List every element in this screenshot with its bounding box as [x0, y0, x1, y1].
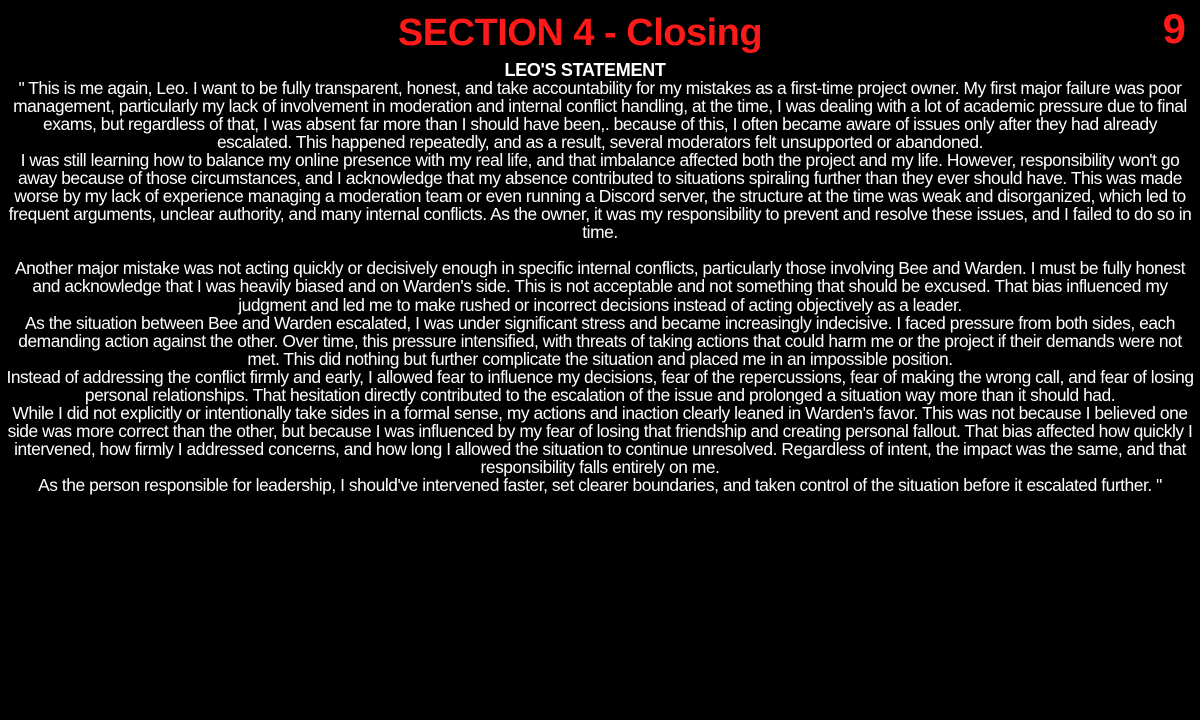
page-number: 9 [1162, 5, 1186, 52]
section-title: SECTION 4 - Closing [397, 12, 763, 54]
statement-body [4, 79, 1196, 494]
paragraph-spacer [4, 241, 1196, 259]
statement-heading: LEO'S STATEMENT [504, 60, 666, 80]
statement-paragraph-2: I was still learning how to balance my online presence with my real life, and that imbalance affected both the project and my life. However, responsibility won't go away because of those circumstances, and I acknowledge that my absence contributed to situations spiraling further than they ever should have. This was made worse by my lack of experience managing a moderation team or even running a Discord server, the structure at the time was weak and disorganized, which led to frequent arguments, unclear authority, and many internal conflicts. As the owner, it was my responsibility to prevent and resolve these issues, and I failed to do so in time. [8, 150, 1192, 243]
statement-paragraph-1: " This is me again, Leo. I want to be fully transparent, honest, and take accountability for my mistakes as a first-time project owner. My first major failure was poor management, particularly my lack of involvement in moderation and internal conflict handling, at the time, I was dealing with a lot of academic pressure due to final exams, but regardless of that, I was absent far more than I should have been,. because of this, I often became aware of issues only after they had already escalated. This happened repeatedly, and as a result, several moderators felt unsupported or abandoned. [13, 78, 1187, 153]
statement-paragraph-6: While I did not explicitly or intentionally take sides in a formal sense, my actions and inaction clearly leaned in Warden's favor. This was not because I believed one side was more correct than the other, but because I was influenced by my fear of losing that friendship and creating personal fallout. That bias affected how quickly I intervened, how firmly I addressed concerns, and how long I allowed the situation to continue unresolved. Regardless of intent, the impact was the same, and that responsibility falls entirely on me. [7, 402, 1193, 477]
statement-paragraph-7: As the person responsible for leadership, I should've intervened faster, set clearer boundaries, and taken control of the situation before it escalated further. " [38, 474, 1162, 495]
statement-paragraph-5: Instead of addressing the conflict firmly and early, I allowed fear to influence my decisions, fear of the repercussions, fear of making the wrong call, and fear of losing personal relationships. That hesitation directly contributed to the escalation of the issue and prolonged a situation way more than it should had. [6, 366, 1194, 405]
statement-paragraph-4: As the situation between Bee and Warden escalated, I was under significant stress and became increasingly indecisive. I faced pressure from both sides, each demanding action against the other. Over time, this pressure intensified, with threats of taking actions that could harm me or the project if their demands were not met. This did nothing but further complicate the situation and placed me in an impossible position. [18, 312, 1182, 369]
statement-paragraph-3: Another major mistake was not acting quickly or decisively enough in specific internal conflicts, particularly those involving Bee and Warden. I must be fully honest and acknowledge that I was heavily biased and on Warden's side. This is not acceptable and not something that should be excused. That bias influenced my judgment and led me to make rushed or incorrect decisions instead of acting objectively as a leader. [14, 258, 1186, 315]
